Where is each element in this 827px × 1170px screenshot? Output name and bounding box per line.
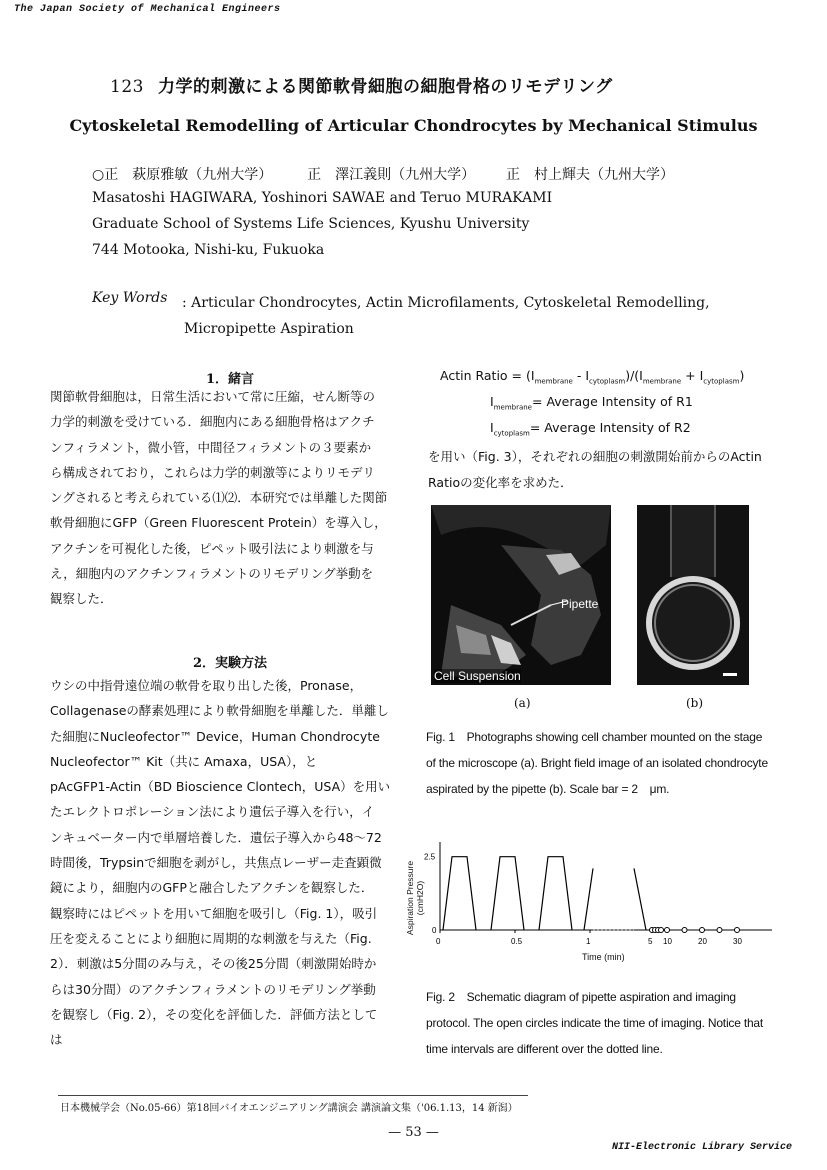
text-line: 軟骨細胞にGFP（Green Fluorescent Protein）を導入し，	[50, 515, 387, 531]
x-tick-label: 1	[586, 937, 591, 946]
text-line: Collagenaseの酵素処理により軟骨細胞を単離した．単離し	[50, 703, 389, 719]
society-header: The Japan Society of Mechanical Engineers	[14, 4, 281, 15]
x-tick-label: 30	[733, 937, 742, 946]
keywords-text	[182, 290, 742, 342]
text-line: ンキュベーター内で単層培養した．遺伝子導入から48〜72	[50, 829, 382, 845]
text-line: Nucleofector™ Kit（共に Amaxa，USA），と	[50, 753, 318, 769]
text-line: ンフィラメント，微小管，中間径フィラメントの３要素か	[50, 439, 372, 455]
definition-membrane: $I_{membrane}=$ Average Intensity of R1	[490, 394, 693, 412]
text-line: を観察し（Fig. 2），その変化を評価した．評価方法として	[50, 1006, 378, 1022]
text-line: アクチンを可視化した後，ピペット吸引法により刺激を与	[50, 540, 374, 556]
cell-suspension-label: Cell Suspension	[434, 669, 521, 683]
title-japanese	[110, 72, 613, 97]
text-line: たエレクトロポレーション法により遺伝子導入を行い，イ	[50, 804, 375, 820]
x-tick-label: 5	[648, 937, 653, 946]
caption-line: Fig. 1 Photographs showing cell chamber mounted on the stage	[426, 730, 763, 744]
actin-ratio-formula: Actin Ratio = $(I_{membrane} - I_{cytoplasm})/(I_{membrane} + I_{cytoplasm})$	[440, 368, 745, 386]
address: 744 Motooka, Nishi-ku, Fukuoka	[92, 242, 325, 258]
section-2-body	[50, 673, 410, 1052]
authors-japanese	[92, 164, 674, 184]
caption-line: time intervals are different over the dotted line.	[426, 1042, 663, 1056]
text-line: 観察時にはピペットを用いて細胞を吸引し（Fig. 1），吸引	[50, 905, 378, 921]
y-origin-label: 0	[432, 926, 437, 935]
imaging-point	[717, 928, 722, 933]
aspiration-protocol-chart	[412, 830, 782, 965]
y-axis-label: Aspiration Pressure (cmH2O)	[405, 860, 425, 936]
x-tick-label: 20	[698, 937, 707, 946]
text-line: た細胞にNucleofector™ Device，Human Chondrocyte	[50, 728, 380, 744]
page-number: — 53 —	[388, 1125, 439, 1140]
title-english: Cytoskeletal Remodelling of Articular Chondrocytes by Mechanical Stimulus	[69, 116, 758, 135]
text-line: 鏡により，細胞内のGFPと融合したアクチンを観察した．	[50, 880, 374, 896]
title-japanese-text: 力学的刺激による関節軟骨細胞の細胞骨格のリモデリング	[157, 77, 613, 97]
paper-number: 123	[110, 77, 144, 97]
keywords-label: Key Words	[92, 290, 168, 306]
text-line: 時間後，Trypsinで細胞を剥がし，共焦点レーザー走査顕微	[50, 855, 382, 871]
footer-rule	[58, 1095, 528, 1096]
pulse-line-4-start	[584, 868, 593, 930]
text-line: Ratioの変化率を求めた．	[428, 475, 573, 490]
section-1-body	[50, 384, 410, 612]
text-line: 力学的刺激を受けている．細胞内にある細胞骨格はアクチ	[50, 414, 375, 430]
figure-2-chart	[405, 830, 782, 965]
imaging-point	[700, 928, 705, 933]
x-axis-label: Time (min)	[582, 952, 625, 962]
caption-line: Fig. 2 Schematic diagram of pipette aspiration and imaging	[426, 990, 736, 1004]
pulse-line-2	[491, 857, 524, 930]
figure-2-caption	[426, 984, 776, 1062]
affiliation: Graduate School of Systems Life Sciences, Kyushu University	[92, 216, 530, 232]
nii-footer: NII-Electronic Library Service	[612, 1142, 793, 1153]
author-ja-2: 正 澤江義則（九州大学）	[307, 167, 476, 183]
pulse-line-1	[443, 857, 476, 930]
figure-1b-photo	[637, 505, 749, 685]
imaging-point	[682, 928, 687, 933]
right-column-text	[428, 444, 768, 496]
chondrocyte-image	[637, 505, 749, 685]
keywords-line-1: : Articular Chondrocytes, Actin Microfilaments, Cytoskeletal Remodelling,	[182, 295, 710, 311]
text-line: え，細胞内のアクチンフィラメントのリモデリング挙動を	[50, 566, 374, 582]
x-tick-label: 10	[663, 937, 672, 946]
text-line: 2）．刺激は5分間のみ与え，その後25分間（刺激開始時か	[50, 956, 377, 972]
conference-footer: 日本機械学会（No.05-66）第18回バイオエンジニアリング講演会 講演論文集（'06.1.13，14 新潟）	[60, 1103, 518, 1114]
caption-line: protocol. The open circles indicate the time of imaging. Notice that	[426, 1016, 764, 1030]
section-2-heading: 2．実験方法	[192, 656, 268, 671]
text-line: は	[50, 1032, 63, 1048]
imaging-point	[665, 928, 670, 933]
text-line: 圧を変えることにより細胞に周期的な刺激を与えた（Fig.	[50, 930, 372, 946]
text-line: pAcGFP1-Actin（BD Bioscience Clontech，USA）を用い	[50, 779, 391, 795]
author-ja-3: 正 村上輝夫（九州大学）	[506, 167, 675, 183]
author-ja-1: ○正 萩原雅敏（九州大学）	[92, 167, 273, 183]
y-axis-label-wrap	[404, 840, 424, 950]
imaging-point	[659, 928, 664, 933]
x-tick-label: 0.5	[511, 937, 523, 946]
pipette-label: Pipette	[561, 597, 599, 611]
imaging-point	[735, 928, 740, 933]
text-line: ングされると考えられている⑴⑵．本研究では単離した関節	[50, 490, 388, 506]
text-line: 観察した．	[50, 591, 113, 607]
caption-line: of the microscope (a). Bright field image of an isolated chondrocyte	[426, 756, 768, 770]
figure-1-caption	[426, 724, 776, 802]
text-line: ら構成されており，これらは力学的刺激等によりリモデリ	[50, 464, 376, 480]
panel-b-label: (b)	[686, 696, 704, 710]
keywords-line-2: Micropipette Aspiration	[184, 321, 354, 337]
figure-1a-photo	[431, 505, 611, 685]
caption-line: aspirated by the pipette (b). Scale bar = 2 μm.	[426, 782, 670, 796]
pulse-line-3	[539, 857, 572, 930]
x-tick-label: 0	[436, 937, 441, 946]
y-tick-label: 2.5	[424, 852, 436, 862]
panel-a-label: (a)	[514, 696, 531, 710]
microscope-stage-image	[431, 505, 611, 685]
text-line: ウシの中指骨遠位端の軟骨を取り出した後，Pronase，	[50, 678, 363, 693]
authors-english: Masatoshi HAGIWARA, Yoshinori SAWAE and Teruo MURAKAMI	[92, 190, 553, 206]
definition-cytoplasm: $I_{cytoplasm}=$ Average Intensity of R2	[490, 420, 691, 438]
text-line: を用い（Fig. 3），それぞれの細胞の刺激開始前からのActin	[428, 449, 762, 464]
text-line: らは30分間）のアクチンフィラメントのリモデリング挙動	[50, 981, 376, 997]
text-line: 関節軟骨細胞は，日常生活において常に圧縮，せん断等の	[50, 389, 376, 404]
pulse-line-4-end	[634, 868, 646, 930]
section-1-heading: 1．緒言	[205, 372, 255, 387]
